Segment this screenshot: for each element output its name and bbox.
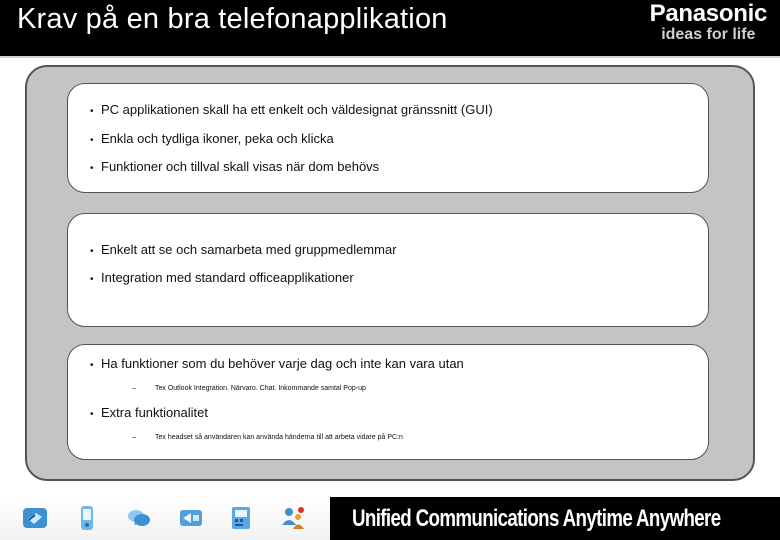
bullet-item	[90, 405, 208, 420]
bullet-marker: •	[90, 135, 94, 146]
bullet-text: Enkelt att se och samarbeta med gruppmedlemmar	[101, 242, 397, 257]
requirements-card-1	[67, 83, 709, 193]
bullet-marker: •	[90, 246, 94, 257]
bullet-item	[90, 270, 354, 285]
header-bar	[0, 0, 780, 56]
voicemail-icon	[178, 505, 204, 531]
footer-icon-strip	[0, 497, 330, 540]
presence-people-icon	[280, 505, 306, 531]
bullet-text: Funktioner och tillval skall visas när dom behövs	[101, 159, 380, 174]
bullet-text: Ha funktioner som du behöver varje dag och inte kan vara utan	[101, 356, 464, 371]
bullet-item	[90, 131, 334, 146]
bullet-text: PC applikationen skall ha ett enkelt och väldesignat gränssnitt (GUI)	[101, 102, 493, 117]
bullet-marker: •	[90, 106, 94, 117]
fax-icon	[228, 505, 254, 531]
content-frame	[25, 65, 755, 481]
footer-bar	[0, 497, 780, 540]
bullet-marker: •	[90, 163, 94, 174]
brand-tagline: ideas for life	[661, 26, 756, 43]
brand-name: Panasonic	[649, 0, 767, 27]
bullet-item	[90, 356, 464, 371]
phone-handset-icon	[22, 505, 48, 531]
bullet-marker: •	[90, 274, 94, 285]
sub-item	[132, 385, 366, 392]
sub-item	[132, 434, 403, 441]
header-divider	[0, 56, 780, 58]
bullet-text: Integration med standard officeapplikationer	[101, 270, 354, 285]
page-title: Krav på en bra telefonapplikation	[17, 3, 448, 35]
sub-item-text: Tex headset så användaren kan använda händerna till att arbeta vidare på PC:n	[155, 434, 403, 441]
dash-marker: –	[132, 434, 136, 441]
bullet-marker: •	[90, 409, 94, 420]
bullet-item	[90, 102, 493, 117]
bullet-text: Enkla och tydliga ikoner, peka och klicka	[101, 131, 334, 146]
requirements-card-3	[67, 344, 709, 460]
mobile-phone-icon	[74, 505, 100, 531]
brand-logo	[650, 0, 767, 43]
footer-slogan: Unified Communications Anytime Anywhere	[352, 505, 721, 532]
chat-bubbles-icon	[126, 505, 152, 531]
bullet-item	[90, 242, 397, 257]
bullet-text: Extra funktionalitet	[101, 405, 208, 420]
bullet-marker: •	[90, 360, 94, 371]
sub-item-text: Tex Outlook Integration. Närvaro. Chat. Inkommande samtal Pop-up	[155, 385, 366, 392]
bullet-item	[90, 159, 379, 174]
requirements-card-2	[67, 213, 709, 327]
dash-marker: –	[132, 385, 136, 392]
